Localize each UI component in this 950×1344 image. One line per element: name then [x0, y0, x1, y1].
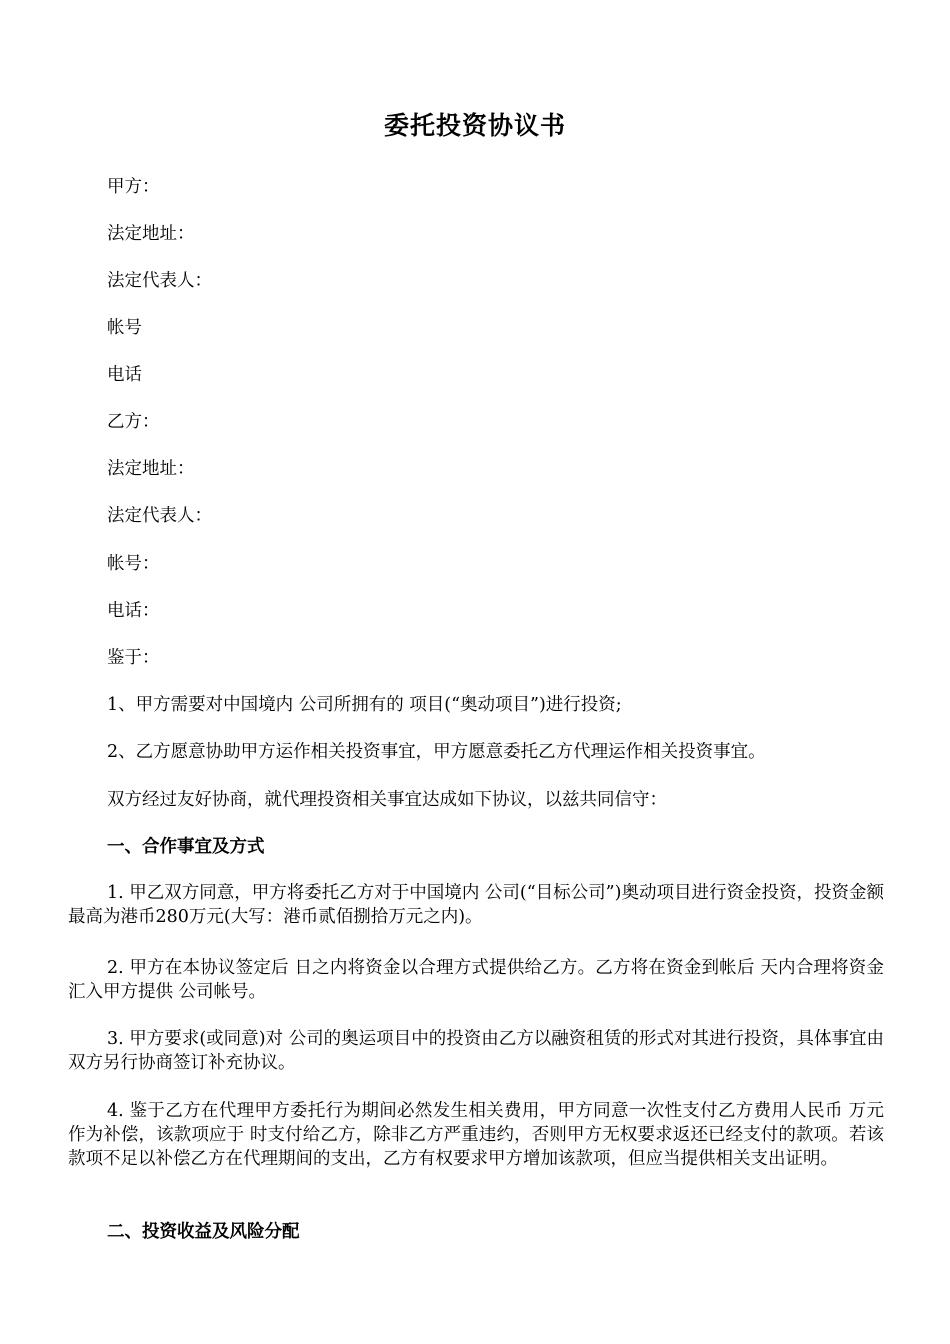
section-1-clause-2: 2. 甲方在本协议签定后 日之内将资金以合理方式提供给乙方。乙方将在资金到帐后 天内合理将资金汇入甲方提供 公司帐号。	[68, 958, 884, 1002]
party-a-address: 法定地址：	[107, 224, 195, 244]
section-1-clause-3: 3. 甲方要求(或同意)对 公司的奥运项目中的投资由乙方以融资租赁的形式对其进行投资，具体事宜由双方另行协商签订补充协议。	[68, 1029, 884, 1073]
section-1-heading: 一、合作事宜及方式	[107, 837, 265, 857]
section-1-clause-4: 4. 鉴于乙方在代理甲方委托行为期间必然发生相关费用，甲方同意一次性支付乙方费用人民币 万元作为补偿，该款项应于 时支付给乙方，除非乙方严重违约，否则甲方无权要求返还已经支付的款项。若该款项不足以补偿乙方在代理期间的支出，乙方有权要求甲方增加该款项，但应当提供相关支出证明。	[68, 1101, 884, 1169]
party-a-label: 甲方：	[107, 177, 160, 197]
party-b-account: 帐号：	[107, 554, 160, 574]
agreement-statement: 双方经过友好协商，就代理投资相关事宜达成如下协议，以兹共同信守：	[107, 790, 667, 810]
party-b-phone: 电话：	[107, 601, 160, 621]
party-a-phone: 电话	[107, 365, 142, 385]
whereas-item-2: 2、乙方愿意协助甲方运作相关投资事宜，甲方愿意委托乙方代理运作相关投资事宜。	[107, 742, 766, 762]
section-2-heading: 二、投资收益及风险分配	[107, 1222, 300, 1242]
whereas-item-1: 1、甲方需要对中国境内 公司所拥有的 项目(“奥动项目”)进行投资;	[107, 695, 622, 715]
party-b-label: 乙方：	[107, 412, 160, 432]
whereas-label: 鉴于：	[107, 648, 160, 668]
document-title: 委托投资协议书	[383, 111, 566, 140]
party-a-representative: 法定代表人：	[107, 271, 212, 291]
party-b-address: 法定地址：	[107, 459, 195, 479]
party-a-account: 帐号	[107, 318, 142, 338]
section-1-clause-1: 1. 甲乙双方同意，甲方将委托乙方对于中国境内 公司(“目标公司”)奥动项目进行资金投资，投资金额最高为港币280万元(大写：港币贰佰捌拾万元之内)。	[68, 883, 884, 927]
party-b-representative: 法定代表人：	[107, 506, 212, 526]
